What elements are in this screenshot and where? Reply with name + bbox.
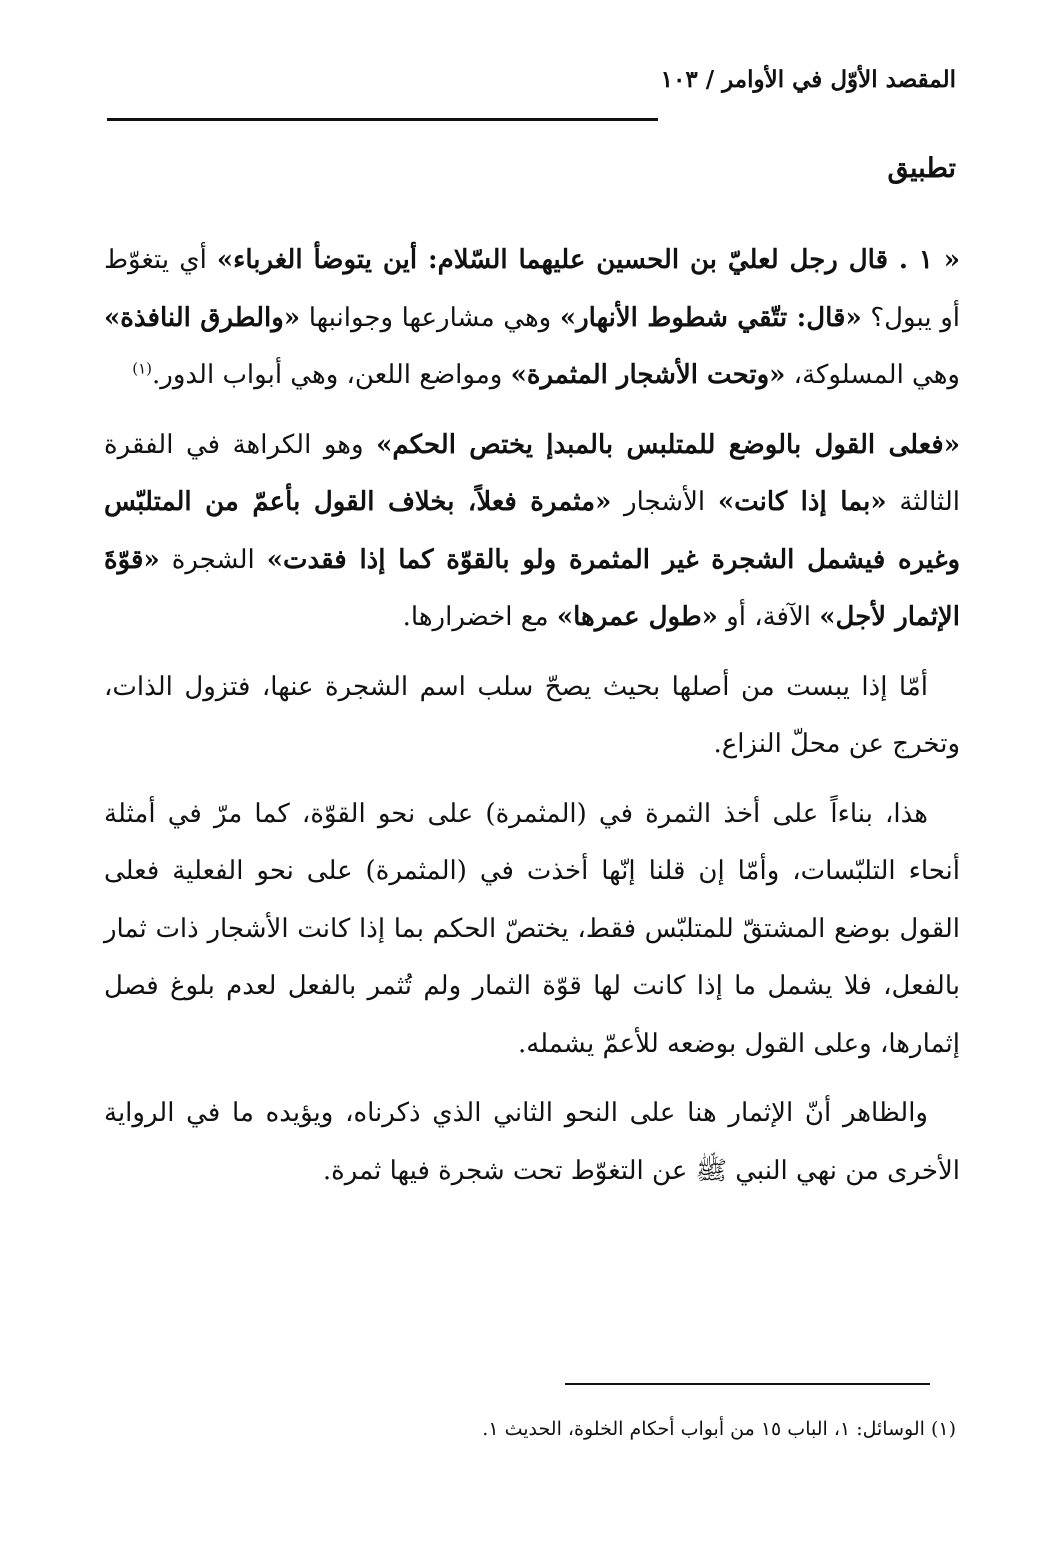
quote: «قوّةَ الإثمار لأجل»: [104, 544, 960, 632]
commentary: الشجرة: [159, 544, 267, 575]
quote-roads: «والطرق النافذة»: [104, 302, 301, 333]
footnote-marker: (١): [132, 359, 153, 378]
paragraph-3: أمّا إذا يبست من أصلها بحيث يصحّ سلب اسم الشجرة عنها، فتزول الذات، وتخرج عن محلّ النزاع.: [104, 671, 960, 759]
commentary: الآفة، أو: [717, 602, 820, 632]
commentary: أي يتغوّط أو يبول؟: [104, 245, 960, 333]
commentary: ومواضع اللعن، وهي أبواب الدور.: [152, 360, 511, 390]
quote-answer: «قال: تتّقي شطوط الأنهار»: [559, 302, 862, 333]
commentary: مع اخضرارها.: [402, 602, 557, 632]
section-heading: تطبيق: [887, 153, 956, 184]
header-rule: [107, 118, 658, 121]
commentary: وهو الكراهة في الفقرة الثالثة: [104, 429, 960, 517]
commentary: الأشجار: [611, 487, 718, 517]
footnote: (١) الوسائل: ١، الباب ١٥ من أبواب أحكام الخلوة، الحديث ١.: [482, 1418, 956, 1440]
commentary: وهي المسلوكة،: [785, 360, 960, 390]
paragraph-2: [104, 417, 960, 647]
quote: «طول عمرها»: [556, 602, 718, 632]
quote: «فعلى القول بالوضع للمتلبس بالمبدإ يختص الحكم»: [376, 429, 960, 460]
paragraph-4: هذا، بناءاً على أخذ الثمرة في (المثمرة) على نحو القوّة، كما مرّ في أمثلة أنحاء التلبّسات، وأمّا إن قلنا إنّها أخذت في (المثمرة) على نحو الفعلية فعلى القول بوضع المشتقّ للمتلبّس فقط، يختصّ الحكم بما إذا كانت الأشجار ذات ثمار بالفعل، فلا يشمل ما إذا كانت لها قوّة الثمار ولم تُثمر بالفعل لعدم بلوغ فصل إثمارها، وعلى القول بوضعه للأعمّ يشمله.: [104, 798, 960, 1059]
quote: «مثمرة فعلاً، بخلاف القول بأعمّ من المتلبّس وغيره فيشمل الشجرة غير المثمرة ولو بالقوّة كما إذا فقدت»: [104, 487, 961, 575]
footnote-rule: [565, 1383, 930, 1385]
paragraph-1: [104, 232, 960, 405]
quote-trees: «وتحت الأشجار المثمرة»: [510, 360, 786, 390]
quote: «بما إذا كانت»: [717, 487, 887, 517]
running-header: المقصد الأوّل في الأوامر / ١٠٣: [660, 66, 956, 93]
body-text: [104, 232, 960, 1212]
paragraph-5: والظاهر أنّ الإثمار هنا على النحو الثاني الذي ذكرناه، ويؤيده ما في الرواية الأخرى من نهي النبي ﷺ عن التغوّط تحت شجرة فيها ثمرة.: [104, 1098, 960, 1186]
commentary: وهي مشارعها وجوانبها: [300, 302, 560, 333]
quote-question: « ١ . قال رجل لعليّ بن الحسين عليهما السّلام: أين يتوضأ الغرباء»: [216, 245, 960, 275]
